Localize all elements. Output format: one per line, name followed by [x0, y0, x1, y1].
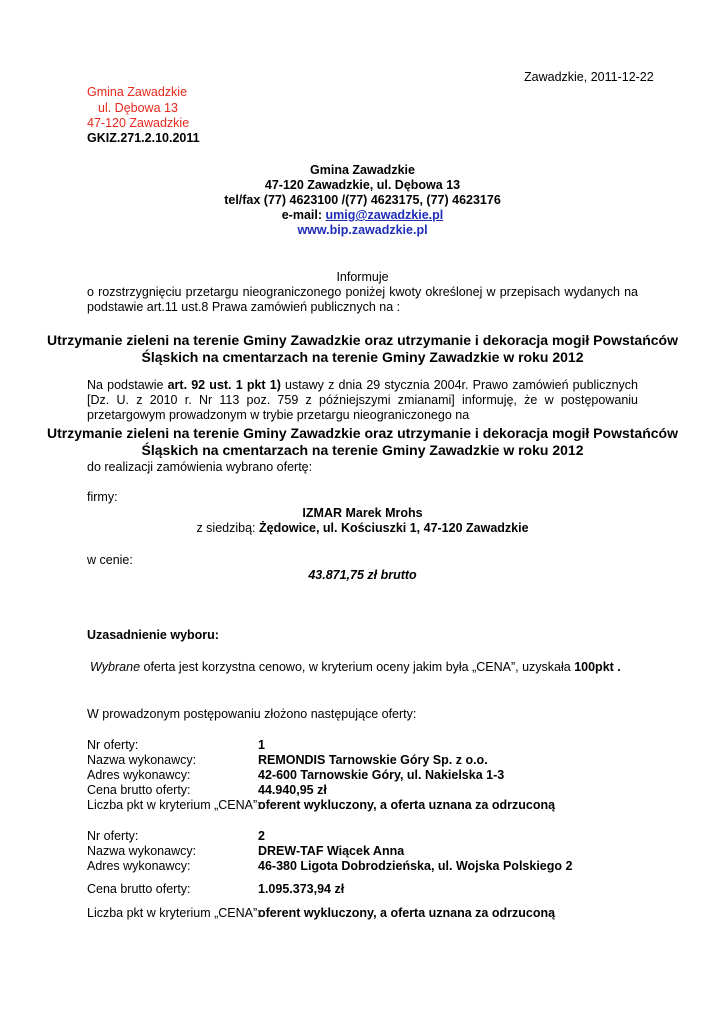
offer-nr: 1	[258, 738, 265, 752]
firm-label: firmy:	[87, 490, 118, 504]
justification-text	[90, 660, 621, 675]
winner-seat	[0, 521, 725, 536]
justification-body: oferta jest korzystna cenowo, w kryterium oceny jakim była „CENA”, uzyskała	[143, 660, 575, 674]
sender-city: 47-120 Zawadzkie	[87, 116, 190, 130]
tender-title-repeat-line1: Utrzymanie zieleni na terenie Gminy Zawadzkie oraz utrzymanie i dekoracja mogił Powstańców	[47, 425, 678, 441]
tender-title-repeat-line2: Śląskich na cmentarzach na terenie Gminy Zawadzkie w roku 2012	[141, 442, 584, 458]
informuje-heading: Informuje	[336, 270, 389, 284]
offer-name: REMONDIS Tarnowskie Góry Sp. z o.o.	[258, 753, 488, 767]
selected-offer-text: do realizacji zamówienia wybrano ofertę:	[87, 460, 313, 474]
letterhead-name: Gmina Zawadzkie	[310, 163, 415, 177]
basis-article: art. 92 ust. 1 pkt 1)	[167, 378, 281, 392]
letterhead-telfax: tel/fax (77) 4623100 /(77) 4623175, (77) 4623176	[224, 193, 501, 207]
reference-number: GKIZ.271.2.10.2011	[87, 131, 200, 145]
winner-name: IZMAR Marek Mrohs	[302, 506, 423, 520]
offer-address: 42-600 Tarnowskie Góry, ul. Nakielska 1-3	[258, 768, 505, 782]
offer-points: oferent wykluczony, a oferta uznana za odrzuconą	[258, 798, 556, 812]
price-label: w cenie:	[87, 553, 133, 567]
offer-address-label: Adres wykonawcy:	[87, 859, 191, 873]
justification-heading: Uzasadnienie wyboru:	[87, 628, 219, 642]
offer-price: 1.095.373,94 zł	[258, 882, 345, 896]
winning-price: 43.871,75 zł brutto	[308, 568, 417, 582]
email-label: e-mail:	[281, 208, 326, 222]
basis-text: ustawy z dnia 29 stycznia 2004r. Prawo zamówień publicznych [Dz. U. z 2010 r. Nr 113 poz. 759 z późniejszymi zmianami] informuję, że w postępowaniu przetargowym prowadzonym w trybie przetargu nieograniczonego na	[87, 378, 638, 422]
email-link[interactable]: umig@zawadzkie.pl	[325, 208, 444, 222]
offer-name-label: Nazwa wykonawcy:	[87, 844, 197, 858]
sender-name: Gmina Zawadzkie	[87, 85, 188, 99]
offer-nr-label: Nr oferty:	[87, 829, 139, 843]
intro-paragraph: o rozstrzygnięciu przetargu nieograniczonego poniżej kwoty określonej w przepisach wydanych na podstawie art.11 ust.8 Prawa zamówień publicznych na :	[87, 285, 638, 314]
justification-points: 100pkt .	[574, 660, 621, 674]
justification-italic: Wybrane	[90, 660, 144, 674]
winner-seat-prefix: z siedzibą:	[196, 521, 259, 535]
offer-points-label: Liczba pkt w kryterium „CENA”:	[87, 798, 261, 812]
date-line: Zawadzkie, 2011-12-22	[524, 70, 654, 84]
offer-name: DREW-TAF Wiącek Anna	[258, 844, 405, 858]
offer-price-label: Cena brutto oferty:	[87, 783, 191, 797]
offer-points-label: Liczba pkt w kryterium „CENA”:	[87, 906, 261, 920]
tender-title-line1: Utrzymanie zieleni na terenie Gminy Zawadzkie oraz utrzymanie i dekoracja mogił Powstańców	[47, 332, 678, 348]
offer-nr: 2	[258, 829, 265, 843]
offer-nr-label: Nr oferty:	[87, 738, 139, 752]
offers-intro: W prowadzonym postępowaniu złożono następujące oferty:	[87, 707, 417, 721]
basis-prefix: Na podstawie	[87, 378, 168, 392]
offer-price-label: Cena brutto oferty:	[87, 882, 191, 896]
letterhead-email-line	[0, 208, 725, 223]
website-link[interactable]: www.bip.zawadzkie.pl	[297, 223, 428, 237]
legal-basis-paragraph	[87, 378, 638, 423]
offer-address: 46-380 Ligota Dobrodzieńska, ul. Wojska Polskiego 2	[258, 859, 573, 873]
offer-address-label: Adres wykonawcy:	[87, 768, 191, 782]
offer-points: oferent wykluczony, a oferta uznana za odrzuconą	[258, 906, 556, 920]
offer-price: 44.940,95 zł	[258, 783, 327, 797]
winner-seat-address: Żędowice, ul. Kościuszki 1, 47-120 Zawadzkie	[258, 521, 529, 535]
offer-name-label: Nazwa wykonawcy:	[87, 753, 197, 767]
tender-title-line2: Śląskich na cmentarzach na terenie Gminy Zawadzkie w roku 2012	[141, 349, 584, 365]
sender-street: ul. Dębowa 13	[98, 101, 178, 115]
letterhead-address: 47-120 Zawadzkie, ul. Dębowa 13	[264, 178, 461, 192]
